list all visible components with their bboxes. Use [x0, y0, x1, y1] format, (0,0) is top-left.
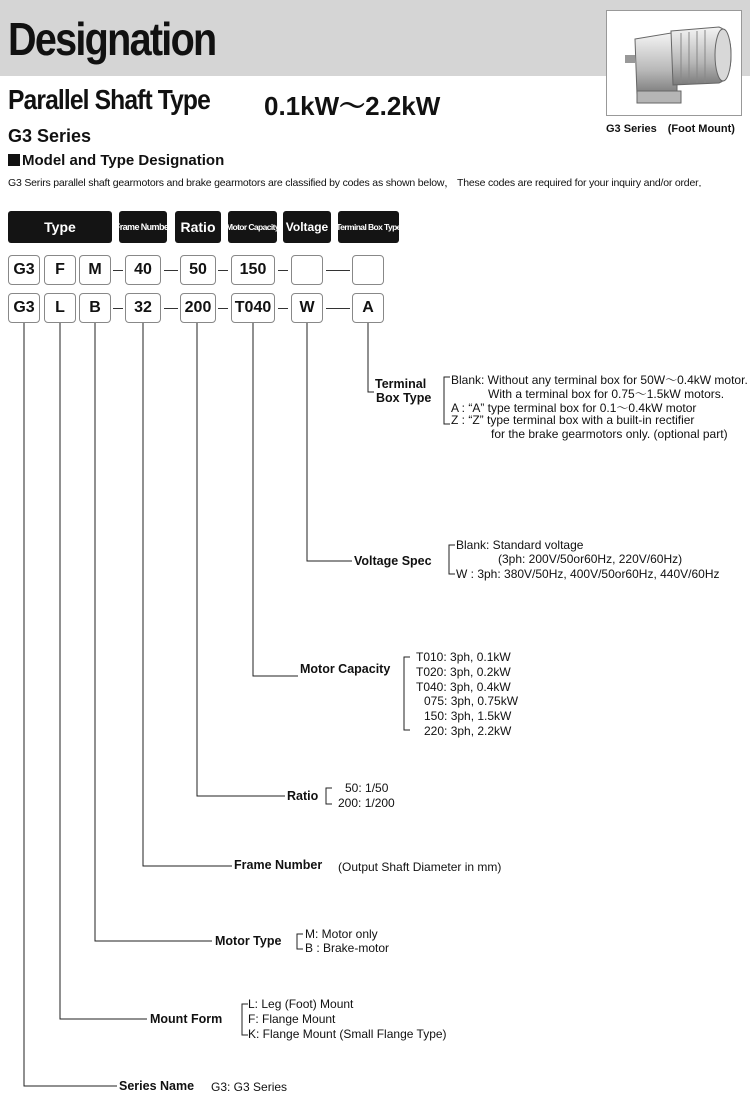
voltage-bracket	[449, 545, 455, 574]
motor-type-line: B : Brake-motor	[305, 941, 390, 955]
ratio-connector	[197, 323, 285, 796]
capacity-line: T020: 3ph, 0.2kW	[416, 665, 511, 679]
row1-mount-cell: F	[44, 255, 76, 285]
voltage-line: Blank: Standard voltage	[456, 538, 584, 552]
capacity-line: T040: 3ph, 0.4kW	[416, 680, 511, 694]
row1-motor-type-cell: M	[79, 255, 111, 285]
row1-frame-cell: 40	[125, 255, 161, 285]
frame-number-note: (Output Shaft Diameter in mm)	[338, 860, 502, 874]
capacity-line: 150: 3ph, 1.5kW	[424, 709, 512, 723]
row1-ratio-cell: 50	[180, 255, 216, 285]
header-voltage: Voltage	[283, 211, 331, 243]
row1-series-cell: G3	[8, 255, 40, 285]
header-terminal-box-type: Terminal Box Type	[338, 211, 399, 243]
photo-caption: G3 Series (Foot Mount)	[606, 123, 735, 135]
voltage-line: W : 3ph: 380V/50Hz, 400V/50or60Hz, 440V/60Hz	[456, 567, 720, 581]
row2-frame-cell: 32	[125, 293, 161, 323]
motor-type-bracket	[297, 934, 303, 949]
series-title: G3 Series	[8, 126, 92, 146]
voltage-spec-label: Voltage Spec	[354, 554, 432, 568]
series-name-value: G3: G3 Series	[211, 1080, 288, 1094]
series-name-label: Series Name	[119, 1079, 195, 1093]
power-range: 0.1kW～2.2kW	[264, 91, 441, 121]
mount-form-line: L: Leg (Foot) Mount	[248, 997, 354, 1011]
mount-form-line: K: Flange Mount (Small Flange Type)	[248, 1027, 447, 1041]
capacity-line: 220: 3ph, 2.2kW	[424, 724, 512, 738]
terminal-box-line: Blank: Without any terminal box for 50W～0.4kW motor.	[451, 373, 748, 387]
row2-capacity-cell: T040	[231, 293, 275, 323]
ratio-bracket	[326, 788, 332, 804]
capacity-line: 075: 3ph, 0.75kW	[424, 694, 519, 708]
capacity-connector	[253, 323, 298, 676]
ratio-line: 50: 1/50	[345, 781, 389, 795]
row2-motor-type-cell: B	[79, 293, 111, 323]
row2-voltage-cell: W	[291, 293, 323, 323]
row2-terminal-cell: A	[352, 293, 384, 323]
capacity-bracket	[404, 657, 410, 730]
terminal-box-label-line2: Box Type	[376, 391, 432, 405]
terminal-box-bracket	[444, 377, 450, 424]
section-title-text: Model and Type Designation	[22, 152, 225, 169]
row2-series-cell: G3	[8, 293, 40, 323]
terminal-box-label: Terminal	[375, 377, 427, 391]
terminal-box-connector	[368, 323, 374, 392]
voltage-connector	[307, 323, 352, 561]
ratio-line: 200: 1/200	[338, 796, 395, 810]
row1-capacity-cell: 150	[231, 255, 275, 285]
ratio-label: Ratio	[287, 789, 319, 803]
intro-text: G3 Serirs parallel shaft gearmotors and brake gearmotors are classified by codes as shown below， These codes are required for your inquiry and/or order．	[8, 177, 709, 189]
motor-type-line: M: Motor only	[305, 927, 378, 941]
header-ratio: Ratio	[175, 211, 221, 243]
terminal-box-line: A : “A” type terminal box for 0.1～0.4kW motor	[451, 401, 697, 415]
capacity-line: T010: 3ph, 0.1kW	[416, 650, 511, 664]
motor-type-label: Motor Type	[215, 934, 282, 948]
page-title: Designation	[8, 13, 216, 65]
series-connector	[24, 323, 117, 1086]
header-motor-capacity: Motor Capacity	[228, 211, 277, 243]
header-type: Type	[8, 211, 112, 243]
row2-mount-cell: L	[44, 293, 76, 323]
terminal-box-line: for the brake gearmotors only. (optional part)	[491, 427, 728, 441]
frame-number-label: Frame Number	[234, 858, 323, 872]
page-subtitle: Parallel Shaft Type	[8, 84, 210, 115]
mount-connector	[60, 323, 147, 1019]
motor-type-connector	[95, 323, 212, 941]
motor-capacity-label: Motor Capacity	[300, 662, 391, 676]
frame-connector	[143, 323, 232, 866]
mount-form-label: Mount Form	[150, 1012, 223, 1026]
header-frame-number: Frame Number	[119, 211, 167, 243]
voltage-line: (3ph: 200V/50or60Hz, 220V/60Hz)	[498, 552, 683, 566]
row2-ratio-cell: 200	[180, 293, 216, 323]
terminal-box-line: With a terminal box for 0.75～1.5kW motors.	[488, 387, 725, 401]
mount-form-line: F: Flange Mount	[248, 1012, 336, 1026]
terminal-box-line: Z : “Z” type terminal box with a built-in rectifier	[451, 413, 695, 427]
